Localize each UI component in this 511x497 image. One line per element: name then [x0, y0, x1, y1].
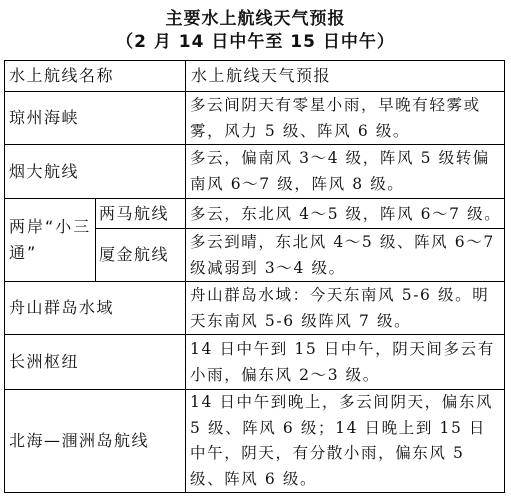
route-name: 烟大航线	[9, 161, 80, 181]
forecast-table	[4, 60, 505, 493]
table-divider	[185, 61, 186, 492]
route-forecast: 舟山群岛水域：今天东南风 5-6 级。明天东南风 5-6 级阵风 7 级。	[190, 286, 490, 330]
route-group-name: 两岸“小三通”	[9, 217, 92, 262]
header-route-name: 水上航线名称	[9, 66, 115, 85]
header-forecast: 水上航线天气预报	[191, 66, 332, 85]
route-name: 琼州海峡	[9, 108, 80, 127]
route-forecast: 多云，偏南风 3～4 级，阵风 5 级转偏南风 6～7 级，阵风 8 级。	[190, 149, 490, 193]
route-forecast: 多云，东北风 4～5 级，阵风 6～7 级。	[190, 204, 502, 223]
route-forecast: 14 日中午到 15 日中午，阴天间多云有小雨，偏东风 2～3 级。	[190, 340, 495, 384]
route-forecast: 多云间阴天有零星小雨，早晚有轻雾或雾，风力 5 级、阵风 6 级。	[190, 96, 481, 140]
route-name: 舟山群岛水域	[9, 298, 115, 317]
page-title: 主要水上航线天气预报	[165, 9, 346, 29]
route-forecast: 14 日中午到晚上，多云间阴天，偏东风 5 级、阵风 6 级；14 日晚上到 15 日中午，阴天，有分散小雨，偏东风 5 级、阵风 6 级。	[190, 393, 494, 488]
route-forecast: 多云到晴，东北风 4～5 级、阵风 6～7 级减弱到 3～4 级。	[190, 233, 495, 277]
table-divider	[95, 198, 96, 281]
route-name: 厦金航线	[99, 245, 170, 264]
route-name: 北海—涠洲岛航线	[9, 431, 150, 450]
route-name: 长洲枢纽	[9, 352, 80, 371]
route-name: 两马航线	[99, 203, 170, 223]
page-subtitle: （2 月 14 日中午至 15 日中午）	[116, 32, 395, 52]
